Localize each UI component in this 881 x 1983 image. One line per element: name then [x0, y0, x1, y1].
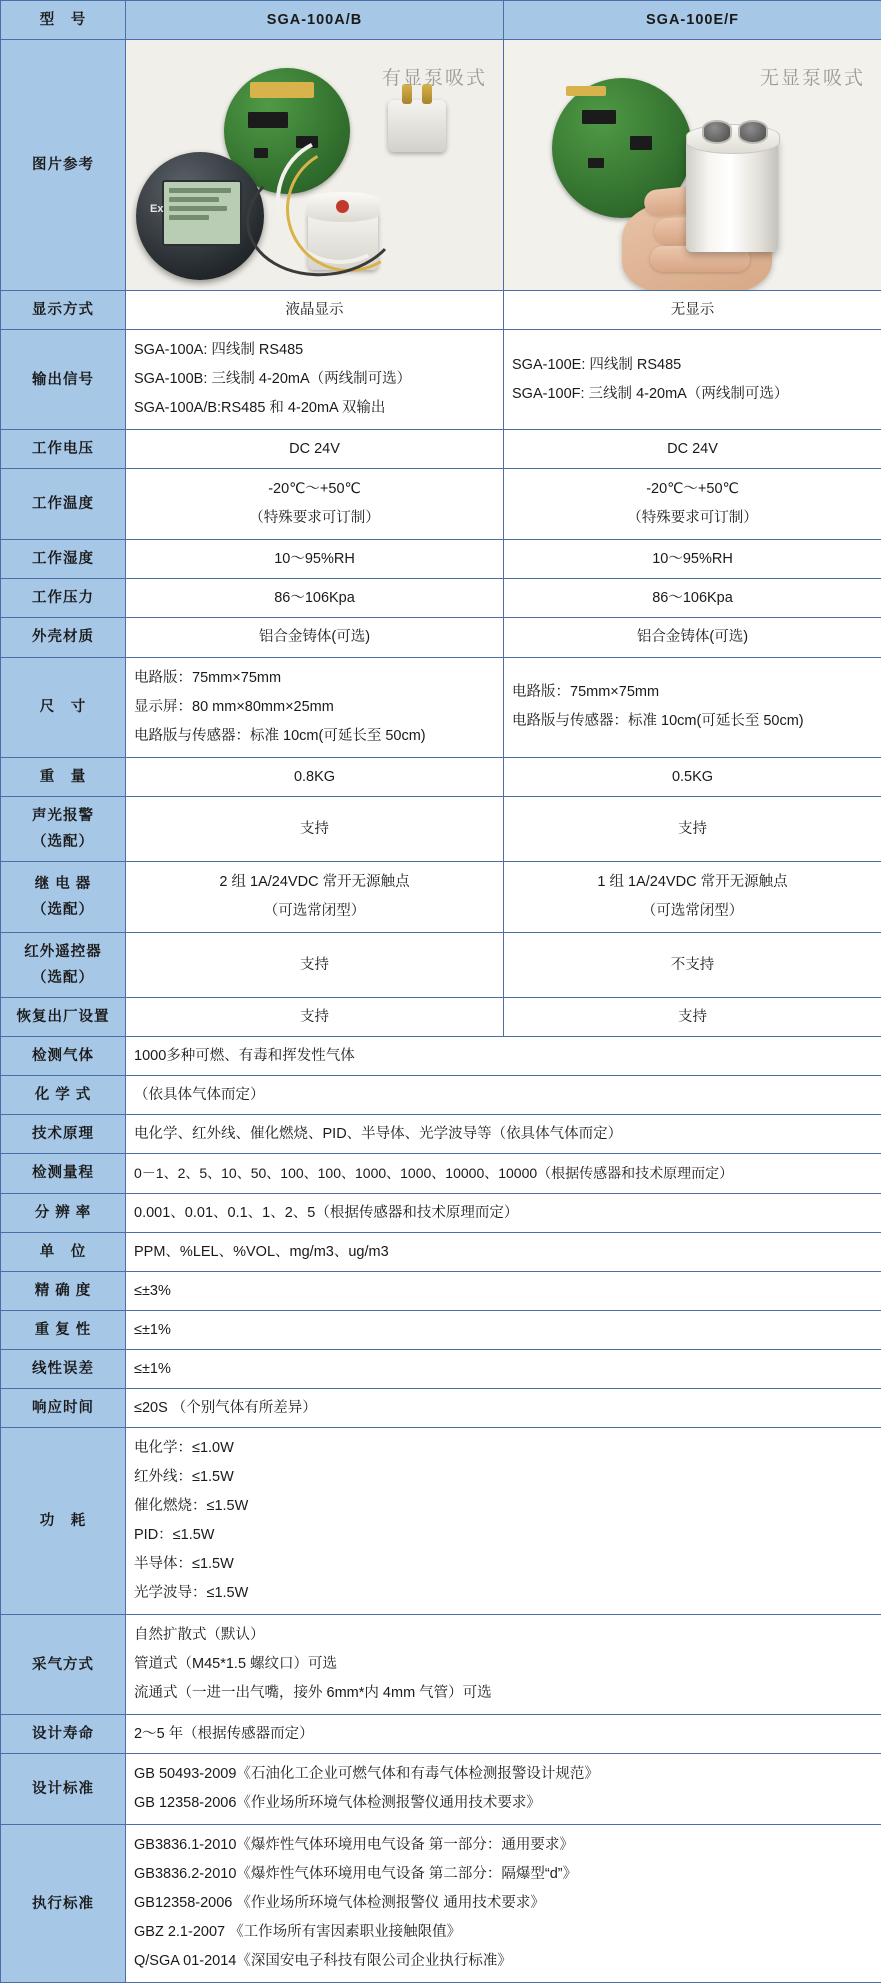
table-row [1, 1193, 881, 1232]
size-line: 显示屏：80 mm×80mm×25mm [134, 693, 495, 722]
table-row [1, 1715, 881, 1754]
table-row [1, 1615, 881, 1715]
shell-material-ab: 铝合金铸体(可选) [126, 618, 504, 657]
table-row [1, 796, 881, 861]
row-label-design-standard: 设计标准 [1, 1754, 126, 1825]
weight-ab: 0.8KG [126, 757, 504, 796]
product-photo-pump-no-display [504, 40, 881, 290]
chip-icon [588, 158, 604, 168]
row-label-photo-reference: 图片参考 [1, 40, 126, 291]
power-line: 电化学：≤1.0W [134, 1434, 873, 1463]
linearity-error-value: ≤±1% [126, 1349, 881, 1388]
relay-line: （可选常闭型） [512, 897, 873, 926]
working-temperature-ef [504, 469, 881, 540]
table-row [1, 1076, 881, 1115]
design-standard-value [126, 1754, 881, 1825]
table-row [1, 618, 881, 657]
output-signal-ab-line: SGA-100A/B:RS485 和 4-20mA 双输出 [134, 394, 495, 423]
working-humidity-ab: 10～95%RH [126, 540, 504, 579]
output-signal-ab [126, 330, 504, 430]
size-ab [126, 657, 504, 757]
gas-inlet-port-icon [702, 120, 732, 144]
audible-visual-alarm-ef: 支持 [504, 796, 881, 861]
label-line: 红外遥控器 [9, 939, 117, 965]
output-signal-ab-line: SGA-100A: 四线制 RS485 [134, 336, 495, 365]
table-row [1, 1232, 881, 1271]
row-label-display-mode: 显示方式 [1, 291, 126, 330]
table-row [1, 1349, 881, 1388]
sampling-method-value [126, 1615, 881, 1715]
gas-outlet-port-icon [738, 120, 768, 144]
row-label-factory-reset: 恢复出厂设置 [1, 998, 126, 1037]
row-label-accuracy: 精 确 度 [1, 1271, 126, 1310]
row-label-repeatability: 重 复 性 [1, 1310, 126, 1349]
power-line: 催化燃烧：≤1.5W [134, 1492, 873, 1521]
output-signal-ef [504, 330, 881, 430]
relay-ef [504, 861, 881, 932]
working-humidity-ef: 10～95%RH [504, 540, 881, 579]
relay-line: 1 组 1A/24VDC 常开无源触点 [512, 868, 873, 897]
product-photo-pump-with-display [126, 40, 503, 290]
chip-icon [630, 136, 652, 150]
row-label-linearity-error: 线性误差 [1, 1349, 126, 1388]
photo-caption-left: 有显泵吸式 [382, 62, 487, 96]
table-row [1, 291, 881, 330]
table-row [1, 330, 881, 430]
table-row [1, 1, 881, 40]
table-row [1, 1154, 881, 1193]
power-line: 光学波导：≤1.5W [134, 1579, 873, 1608]
table-row [1, 40, 881, 291]
power-line: PID：≤1.5W [134, 1521, 873, 1550]
sampling-line: 管道式（M45*1.5 螺纹口）可选 [134, 1650, 873, 1679]
row-label-ir-remote [1, 932, 126, 997]
table-row [1, 998, 881, 1037]
row-label-shell-material: 外壳材质 [1, 618, 126, 657]
row-label-sampling-method: 采气方式 [1, 1615, 126, 1715]
label-line: （选配） [9, 897, 117, 923]
design-standard-line: GB 50493-2009《石油化工企业可燃气体和有毒气体检测报警设计规范》 [134, 1760, 873, 1789]
chip-icon [254, 148, 268, 158]
weight-ef: 0.5KG [504, 757, 881, 796]
output-signal-ab-line: SGA-100B: 三线制 4-20mA（两线制可选） [134, 365, 495, 394]
table-row [1, 932, 881, 997]
shell-material-ef: 铝合金铸体(可选) [504, 618, 881, 657]
sampling-line: 流通式（一进一出气嘴，接外 6mm*内 4mm 气管）可选 [134, 1679, 873, 1708]
execution-standard-line: GB3836.1-2010《爆炸性气体环境用电气设备 第一部分：通用要求》 [134, 1831, 873, 1860]
temp-line: （特殊要求可订制） [512, 504, 873, 533]
working-pressure-ef: 86～106Kpa [504, 579, 881, 618]
working-temperature-ab [126, 469, 504, 540]
table-row [1, 1428, 881, 1615]
size-line: 电路版：75mm×75mm [134, 664, 495, 693]
row-label-response-time: 响应时间 [1, 1388, 126, 1427]
sensor-housing-icon [388, 100, 446, 152]
row-label-working-voltage: 工作电压 [1, 430, 126, 469]
working-voltage-ef: DC 24V [504, 430, 881, 469]
chip-icon [248, 112, 288, 128]
power-line: 红外线：≤1.5W [134, 1463, 873, 1492]
technical-principle-value: 电化学、红外线、催化燃烧、PID、半导体、光学波导等（依具体气体而定） [126, 1115, 881, 1154]
execution-standard-value [126, 1825, 881, 1983]
display-mode-ef: 无显示 [504, 291, 881, 330]
table-row [1, 1825, 881, 1983]
ir-remote-ef: 不支持 [504, 932, 881, 997]
output-signal-ef-line: SGA-100F: 三线制 4-20mA（两线制可选） [512, 380, 873, 409]
table-row [1, 1037, 881, 1076]
output-signal-ef-line: SGA-100E: 四线制 RS485 [512, 351, 873, 380]
row-label-detection-range: 检测量程 [1, 1154, 126, 1193]
resolution-value: 0.001、0.01、0.1、1、2、5（根据传感器和技术原理而定） [126, 1193, 881, 1232]
relay-line: 2 组 1A/24VDC 常开无源触点 [134, 868, 495, 897]
size-line: 电路版：75mm×75mm [512, 678, 873, 707]
audible-visual-alarm-ab: 支持 [126, 796, 504, 861]
table-row [1, 430, 881, 469]
row-label-detected-gas: 检测气体 [1, 1037, 126, 1076]
power-line: 半导体：≤1.5W [134, 1550, 873, 1579]
response-time-value: ≤20S （个别气体有所差异） [126, 1388, 881, 1427]
row-label-chemical-formula: 化 学 式 [1, 1076, 126, 1115]
detection-range-value: 0－1、2、5、10、50、100、100、1000、1000、10000、10000（根据传感器和技术原理而定） [126, 1154, 881, 1193]
label-line: （选配） [9, 829, 117, 855]
detected-gas-value: 1000多种可燃、有毒和挥发性气体 [126, 1037, 881, 1076]
row-label-audible-visual-alarm [1, 796, 126, 861]
table-row [1, 1310, 881, 1349]
label-line: 继 电 器 [9, 871, 117, 897]
row-label-size: 尺 寸 [1, 657, 126, 757]
row-label-power-consumption: 功 耗 [1, 1428, 126, 1615]
ir-remote-ab: 支持 [126, 932, 504, 997]
table-row [1, 657, 881, 757]
power-consumption-value [126, 1428, 881, 1615]
terminal-block-icon [566, 86, 606, 96]
table-row [1, 861, 881, 932]
design-life-value: 2～5 年（根据传感器而定） [126, 1715, 881, 1754]
display-mode-ab: 液晶显示 [126, 291, 504, 330]
model-e-f-header: SGA-100E/F [504, 1, 881, 40]
row-label-weight: 重 量 [1, 757, 126, 796]
chip-icon [582, 110, 616, 124]
working-voltage-ab: DC 24V [126, 430, 504, 469]
table-row [1, 1115, 881, 1154]
row-label-resolution: 分 辨 率 [1, 1193, 126, 1232]
table-row [1, 1271, 881, 1310]
model-a-b-header: SGA-100A/B [126, 1, 504, 40]
temp-line: （特殊要求可订制） [134, 504, 495, 533]
size-line: 电路版与传感器：标准 10cm(可延长至 50cm) [512, 707, 873, 736]
sampling-line: 自然扩散式（默认） [134, 1621, 873, 1650]
accuracy-value: ≤±3% [126, 1271, 881, 1310]
photo-caption-right: 无显泵吸式 [760, 62, 865, 96]
terminal-block-icon [250, 82, 314, 98]
photo-cell-right [504, 40, 881, 291]
relay-line: （可选常闭型） [134, 897, 495, 926]
label-line: 声光报警 [9, 803, 117, 829]
lcd-screen-icon [162, 180, 242, 246]
size-ef [504, 657, 881, 757]
execution-standard-line: GBZ 2.1-2007 《工作场所有害因素职业接触限值》 [134, 1918, 873, 1947]
row-label-design-life: 设计寿命 [1, 1715, 126, 1754]
table-row [1, 1388, 881, 1427]
working-pressure-ab: 86～106Kpa [126, 579, 504, 618]
repeatability-value: ≤±1% [126, 1310, 881, 1349]
table-row [1, 469, 881, 540]
row-label-technical-principle: 技术原理 [1, 1115, 126, 1154]
table-row [1, 1754, 881, 1825]
row-label-output-signal: 输出信号 [1, 330, 126, 430]
unit-value: PPM、%LEL、%VOL、mg/m3、ug/m3 [126, 1232, 881, 1271]
ex-marking: Ex [150, 200, 163, 220]
table-row [1, 757, 881, 796]
row-label-working-humidity: 工作湿度 [1, 540, 126, 579]
design-standard-line: GB 12358-2006《作业场所环境气体检测报警仪通用技术要求》 [134, 1789, 873, 1818]
label-line: （选配） [9, 965, 117, 991]
chemical-formula-value: （依具体气体而定） [126, 1076, 881, 1115]
row-label-working-temperature: 工作温度 [1, 469, 126, 540]
factory-reset-ef: 支持 [504, 998, 881, 1037]
row-label-relay [1, 861, 126, 932]
factory-reset-ab: 支持 [126, 998, 504, 1037]
temp-line: -20℃～+50℃ [134, 475, 495, 504]
execution-standard-line: GB3836.2-2010《爆炸性气体环境用电气设备 第二部分：隔爆型“d”》 [134, 1860, 873, 1889]
execution-standard-line: Q/SGA 01-2014《深国安电子科技有限公司企业执行标准》 [134, 1947, 873, 1976]
execution-standard-line: GB12358-2006 《作业场所环境气体检测报警仪 通用技术要求》 [134, 1889, 873, 1918]
row-label-execution-standard: 执行标准 [1, 1825, 126, 1983]
row-label-model: 型 号 [1, 1, 126, 40]
row-label-unit: 单 位 [1, 1232, 126, 1271]
temp-line: -20℃～+50℃ [512, 475, 873, 504]
photo-cell-left [126, 40, 504, 291]
relay-ab [126, 861, 504, 932]
table-row [1, 579, 881, 618]
row-label-working-pressure: 工作压力 [1, 579, 126, 618]
table-row [1, 540, 881, 579]
size-line: 电路版与传感器：标准 10cm(可延长至 50cm) [134, 722, 495, 751]
